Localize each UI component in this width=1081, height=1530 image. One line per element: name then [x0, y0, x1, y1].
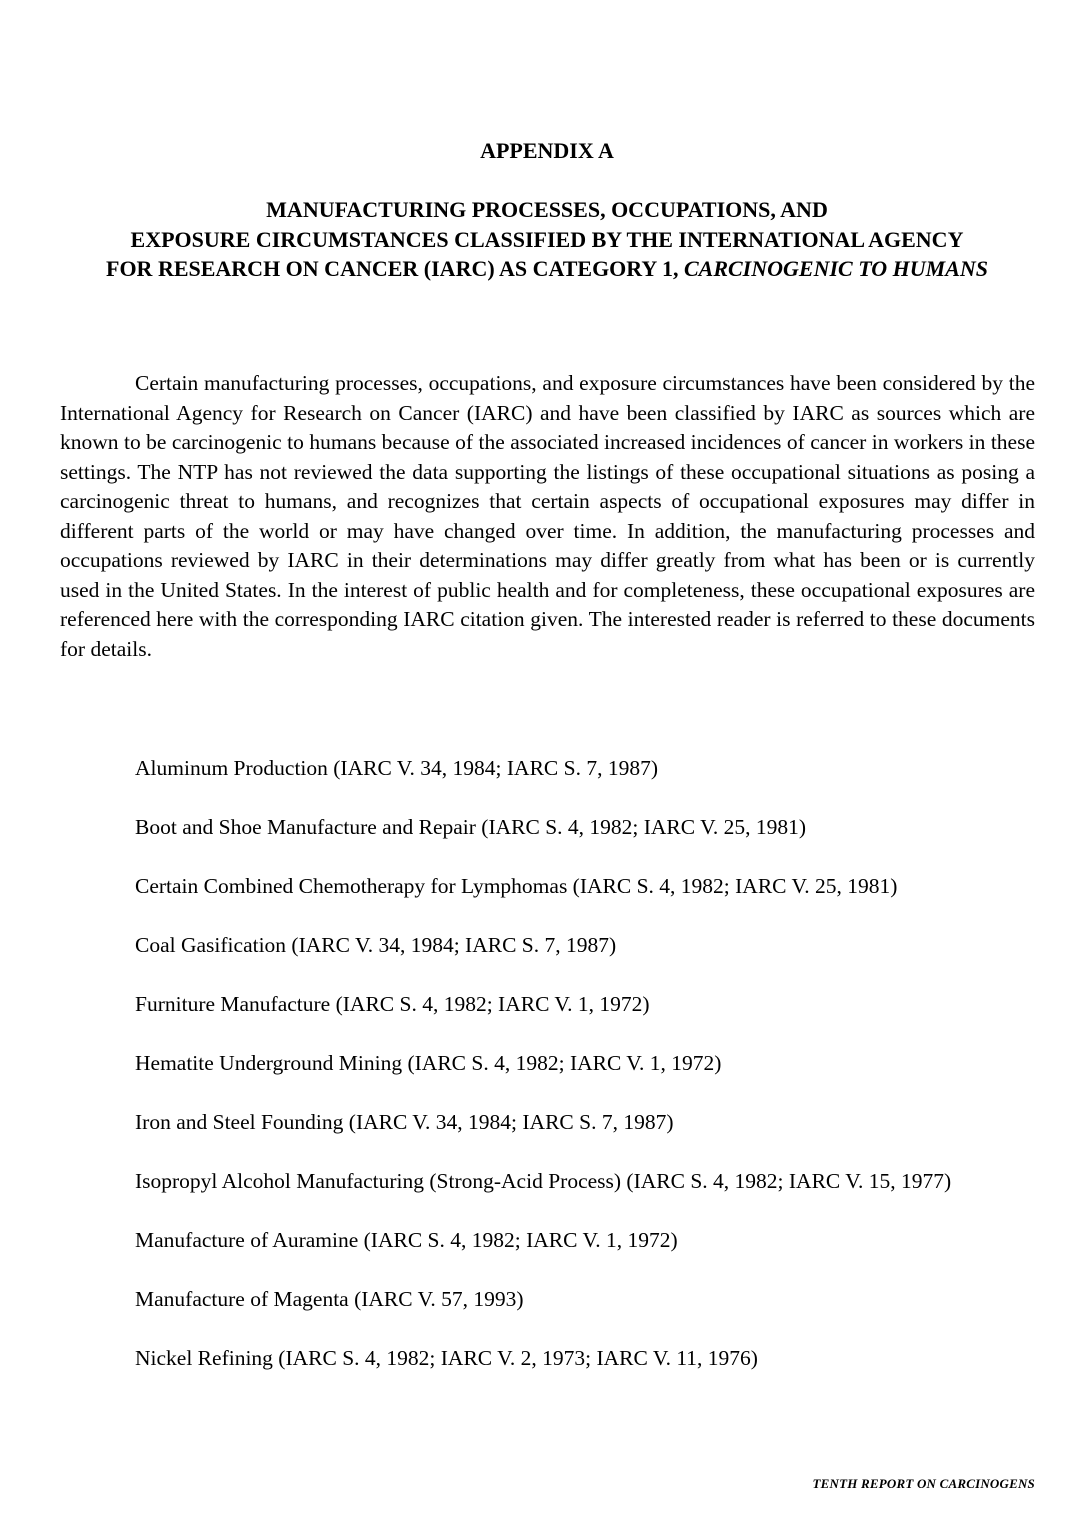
page-footer: TENTH REPORT ON CARCINOGENS: [812, 1476, 1035, 1491]
list-item: Isopropyl Alcohol Manufacturing (Strong-Acid Process) (IARC S. 4, 1982; IARC V. 15, 1977): [135, 1169, 952, 1193]
list-item: Nickel Refining (IARC S. 4, 1982; IARC V. 2, 1973; IARC V. 11, 1976): [135, 1346, 758, 1370]
appendix-label: APPENDIX A: [480, 138, 614, 163]
list-item: Manufacture of Magenta (IARC V. 57, 1993): [135, 1287, 524, 1311]
list-item: Hematite Underground Mining (IARC S. 4, 1982; IARC V. 1, 1972): [135, 1051, 722, 1075]
intro-text: Certain manufacturing processes, occupations, and exposure circumstances have been considered by the International Agency for Research on Cancer (IARC) and have been classified by IARC as sources which are known to be carcinogenic to humans because of the associated increased incidences of cancer in workers in these settings. The NTP has not reviewed the data supporting the listings of these occupational situations as posing a carcinogenic threat to humans, and recognizes that certain aspects of occupational exposures may differ in different parts of the world or may have changed over time. In addition, the manufacturing processes and occupations reviewed by IARC in their determinations may differ greatly from what has been or is currently used in the United States. In the interest of public health and for completeness, these occupational exposures are referenced here with the corresponding IARC citation given. The interested reader is referred to these documents for details.: [60, 371, 1035, 661]
list-item: Certain Combined Chemotherapy for Lymphomas (IARC S. 4, 1982; IARC V. 25, 1981): [135, 874, 898, 898]
title-italic-phrase: CARCINOGENIC TO HUMANS: [683, 256, 988, 281]
title-line-1: MANUFACTURING PROCESSES, OCCUPATIONS, AND: [266, 197, 828, 222]
list-item: Iron and Steel Founding (IARC V. 34, 1984; IARC S. 7, 1987): [135, 1110, 674, 1134]
title-line-2: EXPOSURE CIRCUMSTANCES CLASSIFIED BY THE INTERNATIONAL AGENCY: [130, 226, 964, 252]
list-item: Boot and Shoe Manufacture and Repair (IARC S. 4, 1982; IARC V. 25, 1981): [135, 815, 807, 839]
list-item: Coal Gasification (IARC V. 34, 1984; IARC S. 7, 1987): [135, 933, 617, 957]
list-item: Aluminum Production (IARC V. 34, 1984; IARC S. 7, 1987): [135, 756, 659, 780]
appendix-title: [60, 195, 1034, 284]
exposure-list: [135, 754, 1035, 1403]
list-item: Manufacture of Auramine (IARC S. 4, 1982; IARC V. 1, 1972): [135, 1228, 678, 1252]
title-line-3: [60, 254, 1034, 284]
list-item: Furniture Manufacture (IARC S. 4, 1982; IARC V. 1, 1972): [135, 992, 650, 1016]
intro-paragraph: [60, 369, 1035, 664]
title-line-3-prefix: FOR RESEARCH ON CANCER (IARC) AS CATEGORY 1,: [106, 256, 684, 281]
